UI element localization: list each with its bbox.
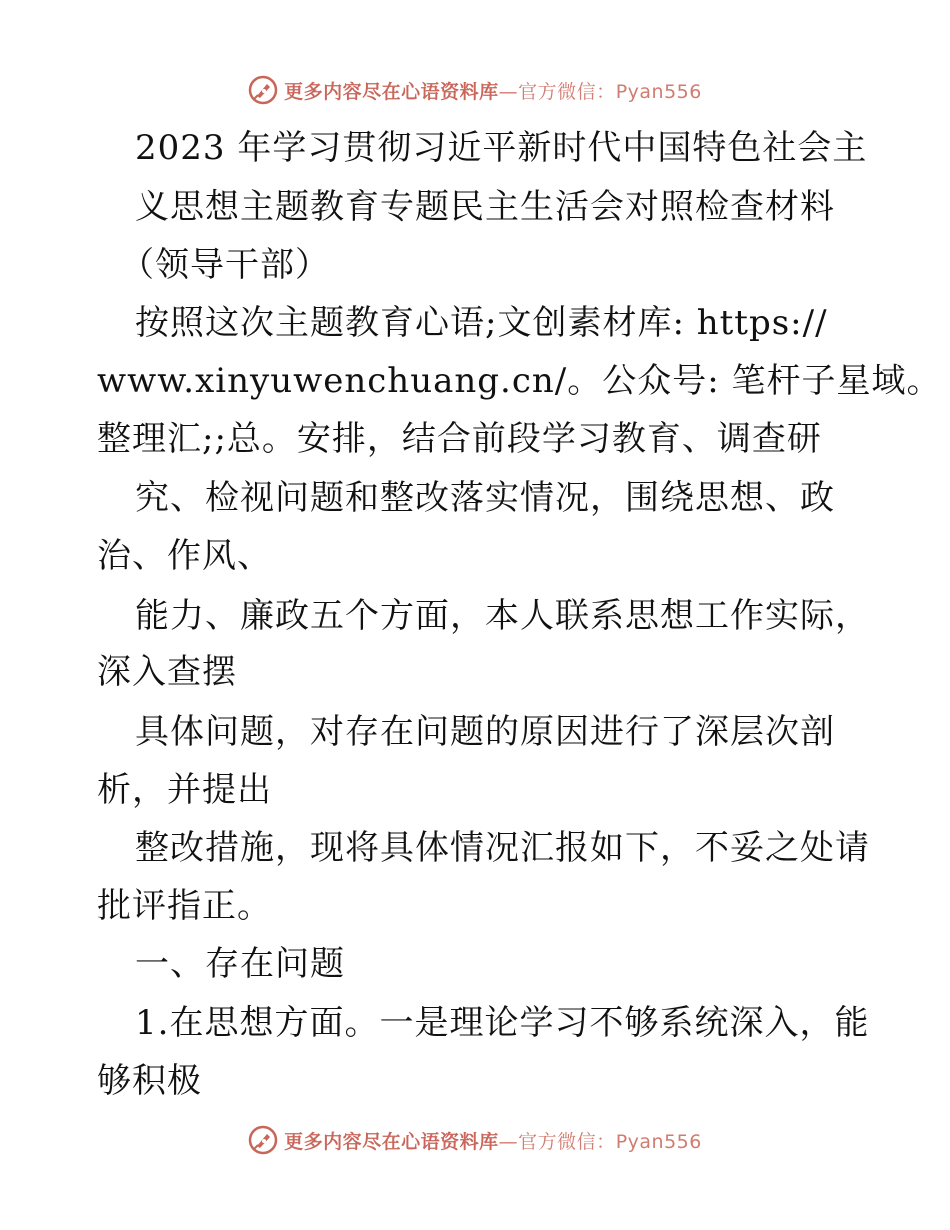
watermark-main-text: 更多内容尽在心语资料库 xyxy=(284,80,499,103)
body-line-4: 究、检视问题和整改落实情况，围绕思想、政 xyxy=(135,478,835,518)
pen-nib-seal-icon xyxy=(248,1125,278,1155)
title-line-3: （领导干部） xyxy=(120,245,330,285)
watermark-official-text: 官方微信： xyxy=(518,1130,616,1153)
body-line-7: 深入查摆 xyxy=(97,652,237,692)
body-line-2: www.xinyuwenchuang.cn/。公众号: 笔杆子星域。 xyxy=(97,361,942,401)
body-line-1: 按照这次主题教育心语;文创素材库: https:// xyxy=(135,303,828,343)
body-line-11: 批评指正。 xyxy=(97,886,272,926)
body-line-14: 够积极 xyxy=(97,1061,202,1101)
body-line-10: 整改措施，现将具体情况汇报如下，不妥之处请 xyxy=(135,828,870,868)
body-line-3: 整理汇;;总。安排，结合前段学习教育、调查研 xyxy=(97,419,822,459)
watermark-dash: — xyxy=(498,1130,519,1153)
body-line-6: 能力、廉政五个方面，本人联系思想工作实际， xyxy=(135,596,870,636)
watermark-text xyxy=(284,1127,702,1154)
watermark-main-text: 更多内容尽在心语资料库 xyxy=(284,1130,499,1153)
watermark-wechat-id: Pyan556 xyxy=(615,80,702,103)
watermark-banner-bottom xyxy=(0,1120,950,1160)
watermark-dash: — xyxy=(498,80,519,103)
title-line-2: 义思想主题教育专题民主生活会对照检查材料 xyxy=(135,187,835,227)
section-heading-problems: 一、存在问题 xyxy=(135,944,345,984)
title-line-1: 2023 年学习贯彻习近平新时代中国特色社会主 xyxy=(135,128,868,168)
body-line-5: 治、作风、 xyxy=(97,536,272,576)
body-line-9: 析，并提出 xyxy=(97,770,272,810)
watermark-official-text: 官方微信： xyxy=(518,80,616,103)
body-line-13: 1.在思想方面。一是理论学习不够系统深入，能 xyxy=(135,1003,870,1043)
body-line-8: 具体问题，对存在问题的原因进行了深层次剖 xyxy=(135,712,835,752)
watermark-wechat-id: Pyan556 xyxy=(615,1130,702,1153)
